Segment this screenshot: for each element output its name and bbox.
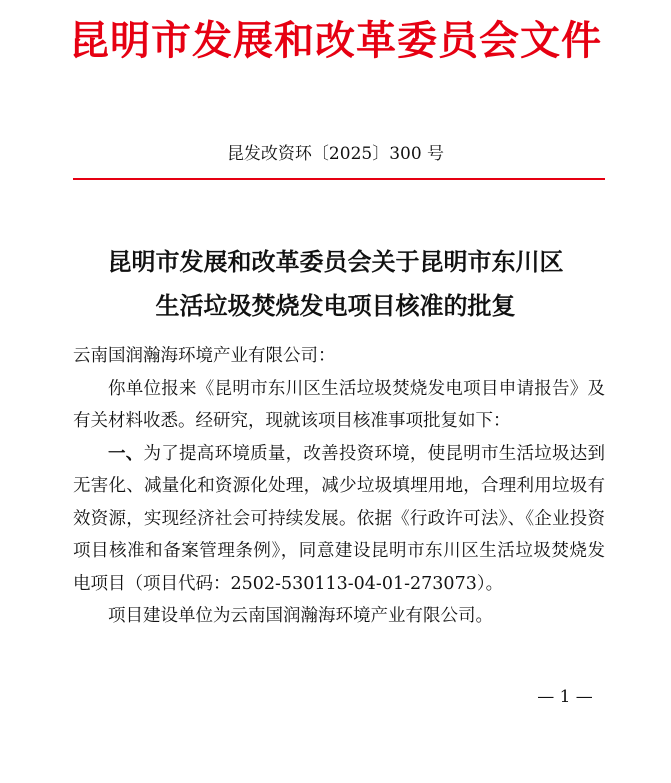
red-separator-rule (73, 178, 605, 180)
paragraph-item-1 (73, 438, 605, 601)
issuer-masthead: 昆明市发展和改革委员会文件 (69, 17, 602, 64)
page-number: — 1 — (537, 687, 593, 707)
title-line-2: 生活垃圾焚烧发电项目核准的批复 (155, 291, 516, 320)
addressee: 云南国润瀚海环境产业有限公司： (73, 346, 336, 366)
paragraph-intro: 你单位报来《昆明市东川区生活垃圾焚烧发电项目申请报告》及有关材料收悉。经研究，现就该项目核准事项批复如下： (73, 378, 605, 431)
title-line-1: 昆明市发展和改革委员会关于昆明市东川区 (107, 247, 564, 276)
document-number: 昆发改资环〔2025〕300 号 (226, 144, 445, 164)
document-body (73, 340, 605, 633)
item-1-text: 为了提高环境质量，改善投资环境，使昆明市生活垃圾达到无害化、减量化和资源化处理，减少垃圾填埋用地，合理利用垃圾有效资源，实现经济社会可持续发展。依据《行政许可法》、《企业投资项目核准和备案管理条例》，同意建设昆明市东川区生活垃圾焚烧发电项目（项目代码：2502-530113-04-01-273073）。 (73, 443, 606, 594)
item-1-lead: 一、 (108, 443, 144, 464)
document-title (0, 240, 671, 328)
paragraph-construction-unit: 项目建设单位为云南国润瀚海环境产业有限公司。 (108, 606, 493, 626)
